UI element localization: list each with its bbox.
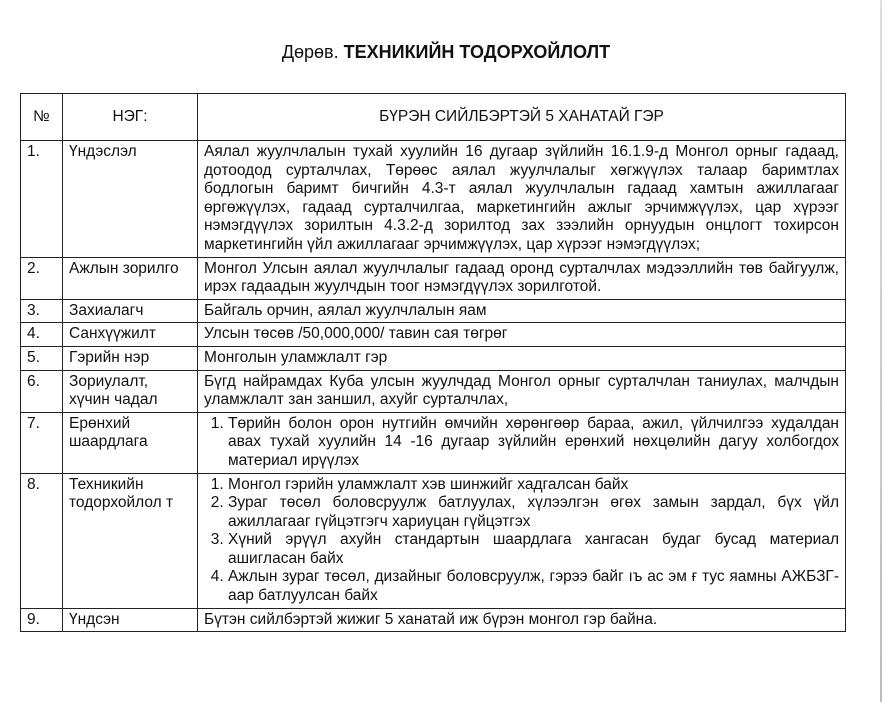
row-value	[198, 473, 846, 608]
row-name: Үндсэн	[63, 608, 198, 632]
row-value	[198, 412, 846, 473]
table-header-row	[21, 94, 846, 141]
row-name: Зориулалт, хүчин чадал	[63, 370, 198, 412]
table-row	[21, 608, 846, 632]
table-row	[21, 370, 846, 412]
list-item: 4. Ажлын зураг төсөл, дизайныг боловсруулж, гэрээ байг ıъ ас эм ғ тус яамны АЖБЗГ-аар батлуулсан байх	[228, 568, 839, 605]
row-number: 8.	[21, 473, 63, 608]
row-value: Монголын уламжлалт гэр	[198, 346, 846, 370]
row-number: 6.	[21, 370, 63, 412]
table-row	[21, 299, 846, 323]
header-name: НЭГ:	[63, 94, 198, 141]
row-value: Бүтэн сийлбэртэй жижиг 5 ханатай иж бүрэн монгол гэр байна.	[198, 608, 846, 632]
row-number: 7.	[21, 412, 63, 473]
table-row	[21, 141, 846, 258]
table-row	[21, 473, 846, 608]
row-number: 2.	[21, 257, 63, 299]
list-item: 2. Зураг төсөл боловсруулж батлуулах, хүлээлгэн өгөх замын зардал, бүх үйл ажиллагааг гүйцэтгэгч хариуцан гүйцэтгэх	[228, 494, 839, 531]
row-value: Аялал жуулчлалын тухай хуулийн 16 дугаар зүйлийн 16.1.9-д Монгол орныг гадаад, дотоодод сурталчлах, Төрөөс аялал жуулчлалыг хөгжүүлэх талаар баримтлах бодлогын баримт бичгийн 4.3-т аялал жуулчлалын гадаад хамтын ажиллагааг өргөжүүлэх, гадаад сурталчилгаа, маркетингийн ажлыг эрчимжүүлэх, цар хүрээг нэмэгдүүлэх зорилтын 4.3.2-д зорилтод зах зээлийн орнуудын онцлогт тохирсон маркетингийн үйл ажиллагааг эрчимжүүлэх, цар хүрээг нэмэгдүүлэх;	[198, 141, 846, 258]
technical-spec-list	[204, 476, 839, 606]
row-name: Үндэслэл	[63, 141, 198, 258]
row-value: Байгаль орчин, аялал жуулчлалын яам	[198, 299, 846, 323]
row-name: Техникийн тодорхойлол т	[63, 473, 198, 608]
table-row	[21, 346, 846, 370]
table-row	[21, 257, 846, 299]
row-number: 3.	[21, 299, 63, 323]
row-number: 9.	[21, 608, 63, 632]
list-item: 1. Монгол гэрийн уламжлалт хэв шинжийг хадгалсан байх	[228, 476, 839, 495]
heading-prefix: Дөрөв.	[281, 42, 339, 62]
list-item: 1. Төрийн болон орон нутгийн өмчийн хөрөнгөөр бараа, ажил, үйлчилгээ худалдан авах тухай хуулийн 14 -16 дугаар зүйлийн ерөнхий нөхцөлийн дагуу холбогдох материал ирүүлэх	[228, 415, 839, 471]
requirements-list	[204, 415, 839, 471]
header-value: БҮРЭН СИЙЛБЭРТЭЙ 5 ХАНАТАЙ ГЭР	[198, 94, 846, 141]
page-heading	[0, 42, 892, 63]
header-number: №	[21, 94, 63, 141]
row-name: Ажлын зорилго	[63, 257, 198, 299]
row-number: 4.	[21, 323, 63, 347]
table-row	[21, 323, 846, 347]
row-value: Монгол Улсын аялал жуулчлалыг гадаад оронд сурталчлах мэдээллийн төв байгуулж, ирэх гадаадын жуулчдын тоог нэмэгдүүлэх зорилготой.	[198, 257, 846, 299]
row-name: Санхүүжилт	[63, 323, 198, 347]
row-name: Захиалагч	[63, 299, 198, 323]
row-value: Бүгд найрамдах Куба улсын жуулчдад Монгол орныг сурталчлан таниулах, малчдын уламжлалт зан заншил, ахуйг сурталчлах,	[198, 370, 846, 412]
heading-title: ТЕХНИКИЙН ТОДОРХОЙЛОЛТ	[343, 42, 611, 62]
row-number: 1.	[21, 141, 63, 258]
row-name: Ерөнхий шаардлага	[63, 412, 198, 473]
row-number: 5.	[21, 346, 63, 370]
page-edge-shadow	[880, 0, 882, 702]
row-value: Улсын төсөв /50,000,000/ тавин сая төгрөг	[198, 323, 846, 347]
list-item: 3. Хүний эрүүл ахуйн стандартын шаардлага хангасан будаг бусад материал ашигласан байх	[228, 531, 839, 568]
table-row	[21, 412, 846, 473]
row-name: Гэрийн нэр	[63, 346, 198, 370]
spec-table	[20, 93, 846, 632]
